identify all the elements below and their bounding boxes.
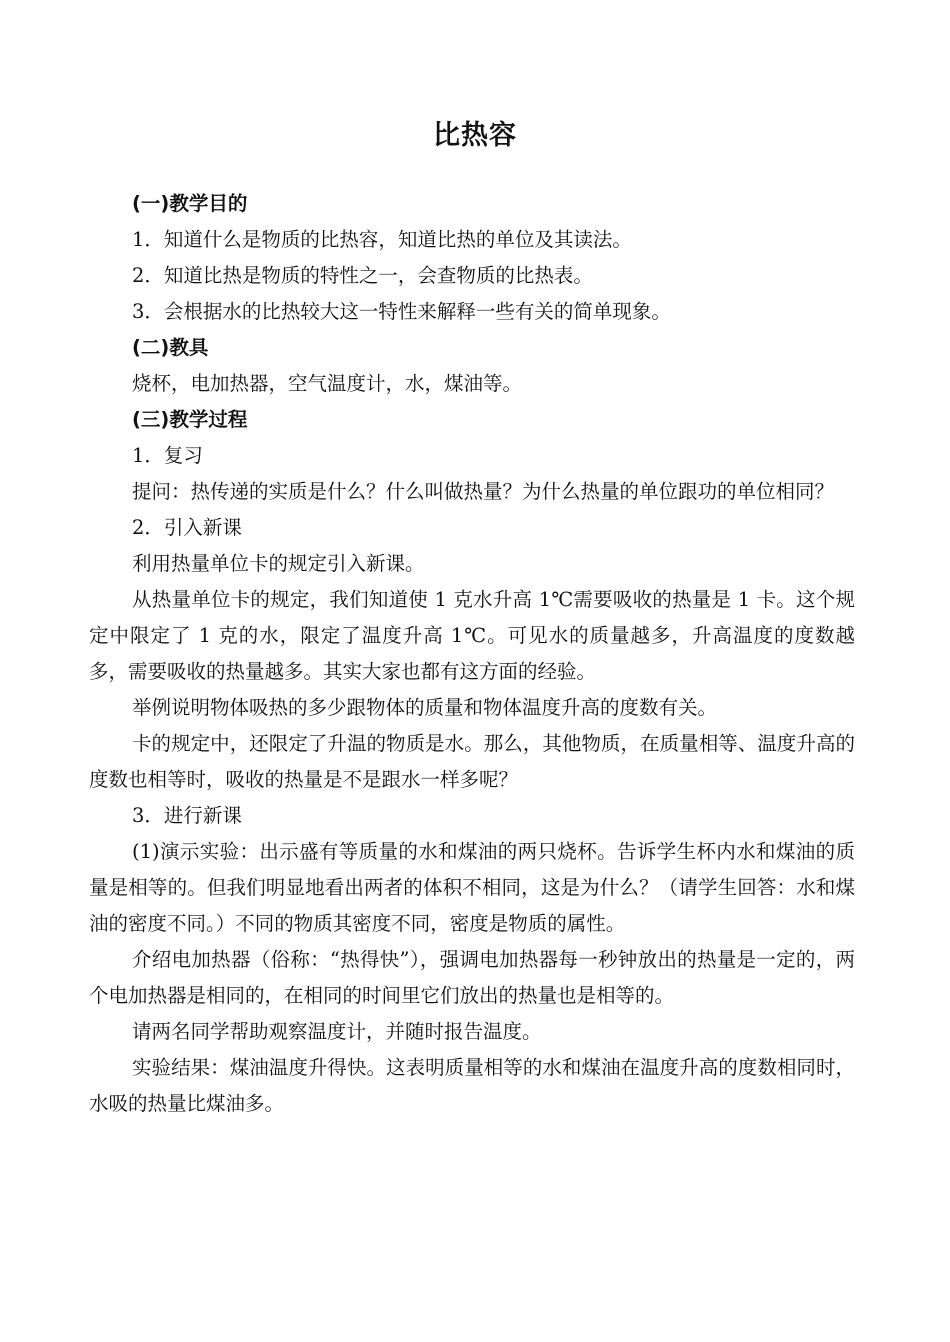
objective-item: 1．知道什么是物质的比热容，知道比热的单位及其读法。 <box>132 228 632 251</box>
tools-text: 烧杯，电加热器，空气温度计，水，煤油等。 <box>132 372 523 395</box>
paragraph-new-lesson: 介绍电加热器（俗称：“热得快”），强调电加热器每一秒钟放出的热量是一定的，两个电加热器是相同的，在相同的时间里它们放出的热量也是相等的。 <box>89 948 855 1007</box>
objective-item: 2．知道比热是物质的特性之一，会查物质的比热表。 <box>132 264 593 287</box>
paragraph-review: 提问：热传递的实质是什么？什么叫做热量？为什么热量的单位跟功的单位相同？ <box>132 480 835 503</box>
paragraph-intro: 利用热量单位卡的规定引入新课。 <box>132 552 425 575</box>
document-body <box>89 186 855 1122</box>
paragraph-new-lesson: (1)演示实验：出示盛有等质量的水和煤油的两只烧杯。告诉学生杯内水和煤油的质量是相等的。但我们明显地看出两者的体积不相同，这是为什么？（请学生回答：水和煤油的密度不同。）不同的物质其密度不同，密度是物质的属性。 <box>89 840 855 935</box>
subheading-review: 1．复习 <box>132 444 203 467</box>
paragraph-new-lesson: 请两名同学帮助观察温度计，并随时报告温度。 <box>132 1020 542 1043</box>
subheading-intro: 2．引入新课 <box>132 516 242 539</box>
paragraph-intro: 举例说明物体吸热的多少跟物体的质量和物体温度升高的度数有关。 <box>132 696 718 719</box>
section-heading-process: (三)教学过程 <box>132 408 248 431</box>
subheading-new-lesson: 3．进行新课 <box>132 804 242 827</box>
paragraph-new-lesson: 实验结果：煤油温度升得快。这表明质量相等的水和煤油在温度升高的度数相同时，水吸的热量比煤油多。 <box>89 1056 855 1115</box>
section-heading-tools: (二)教具 <box>132 336 209 359</box>
objective-item: 3．会根据水的比热较大这一特性来解释一些有关的简单现象。 <box>132 300 671 323</box>
section-heading-objectives: (一)教学目的 <box>132 192 248 215</box>
paragraph-intro: 卡的规定中，还限定了升温的物质是水。那么，其他物质，在质量相等、温度升高的度数也相等时，吸收的热量是不是跟水一样多呢？ <box>89 732 855 791</box>
paragraph-intro: 从热量单位卡的规定，我们知道使 1 克水升高 1℃需要吸收的热量是 1 卡。这个规定中限定了 1 克的水，限定了温度升高 1℃。可见水的质量越多，升高温度的度数越多，需要吸收的热量越多。其实大家也都有这方面的经验。 <box>89 588 855 683</box>
page-title: 比热容 <box>433 120 517 151</box>
